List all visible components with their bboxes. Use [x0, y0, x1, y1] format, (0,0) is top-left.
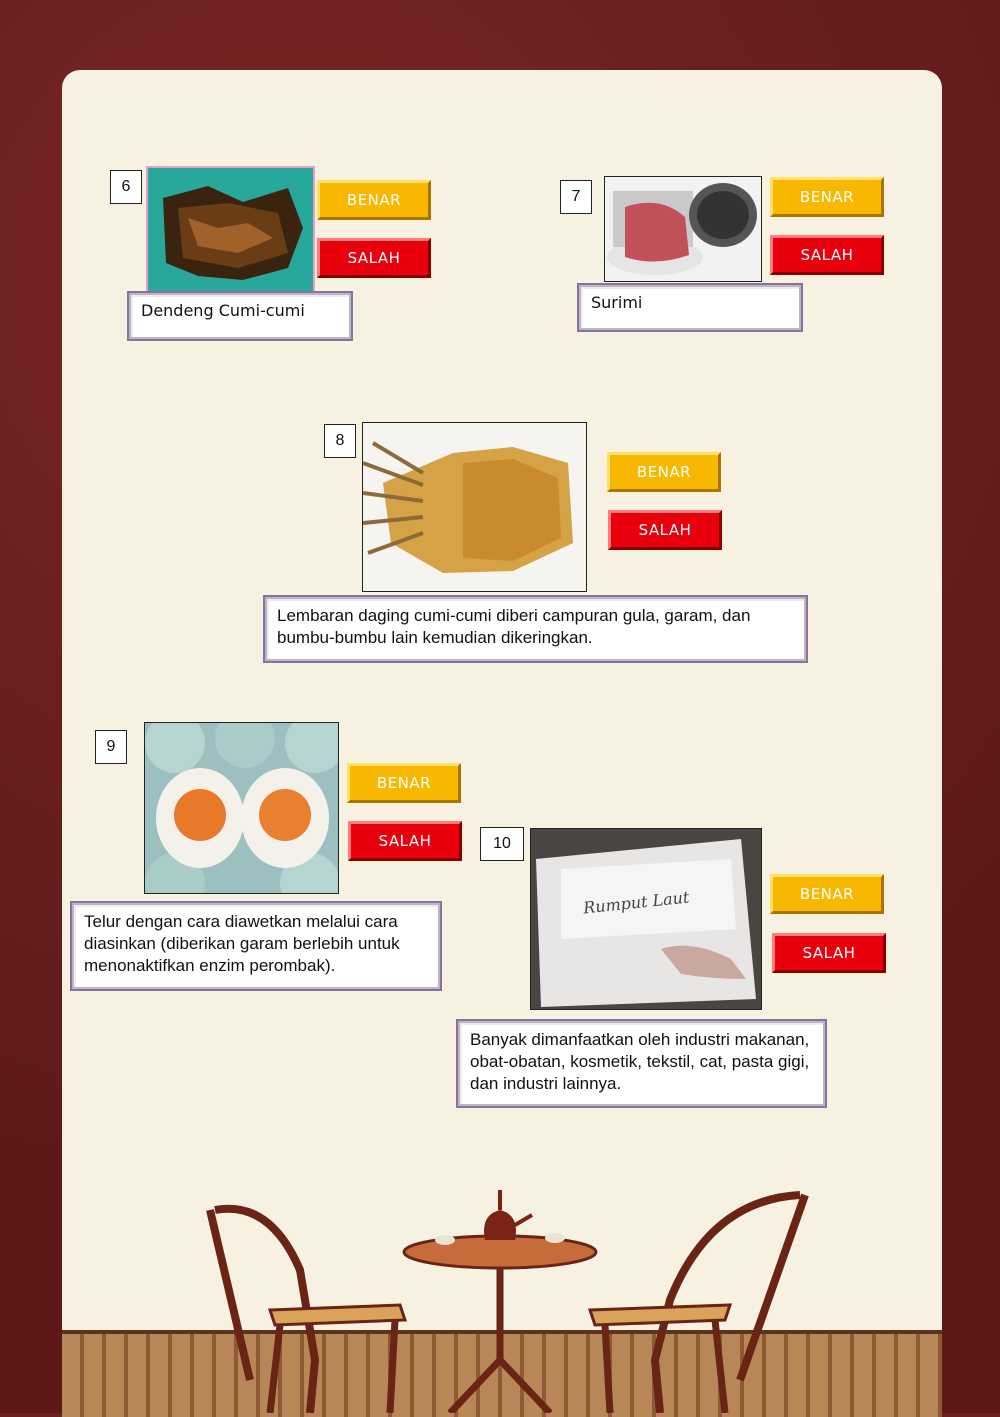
question-number-7: 7 [560, 180, 592, 214]
question-6-description: Dendeng Cumi-cumi [128, 292, 352, 340]
question-9-description: Telur dengan cara diawetkan melalui cara diasinkan (diberikan garam berlebih untuk menonaktifkan enzim perombak). [71, 902, 441, 990]
question-number-9: 9 [95, 730, 127, 764]
question-number-10: 10 [480, 827, 524, 861]
question-7-image [604, 176, 762, 282]
question-10-description: Banyak dimanfaatkan oleh industri makanan, obat-obatan, kosmetik, tekstil, cat, pasta gigi, dan industri lainnya. [457, 1020, 826, 1107]
question-number-6: 6 [110, 170, 142, 204]
question-7-description: Surimi [578, 284, 802, 331]
salah-button-10[interactable]: SALAH [772, 933, 886, 973]
bag-label-handwriting: Rumput Laut [582, 887, 691, 918]
cafe-table-chairs-illustration [150, 1180, 850, 1413]
question-number-8: 8 [324, 424, 356, 458]
benar-button-6[interactable]: BENAR [317, 180, 431, 220]
salah-button-7[interactable]: SALAH [770, 235, 884, 275]
benar-button-8[interactable]: BENAR [607, 452, 721, 492]
salah-button-6[interactable]: SALAH [317, 238, 431, 278]
question-6-image [146, 166, 315, 296]
salah-button-9[interactable]: SALAH [348, 821, 462, 861]
question-8-description: Lembaran daging cumi-cumi diberi campuran gula, garam, dan bumbu-bumbu lain kemudian dikeringkan. [264, 596, 807, 662]
question-8-image [362, 422, 587, 592]
question-10-image [530, 828, 762, 1010]
benar-button-7[interactable]: BENAR [770, 177, 884, 217]
benar-button-9[interactable]: BENAR [347, 763, 461, 803]
salah-button-8[interactable]: SALAH [608, 510, 722, 550]
question-9-image [144, 722, 339, 894]
benar-button-10[interactable]: BENAR [770, 874, 884, 914]
